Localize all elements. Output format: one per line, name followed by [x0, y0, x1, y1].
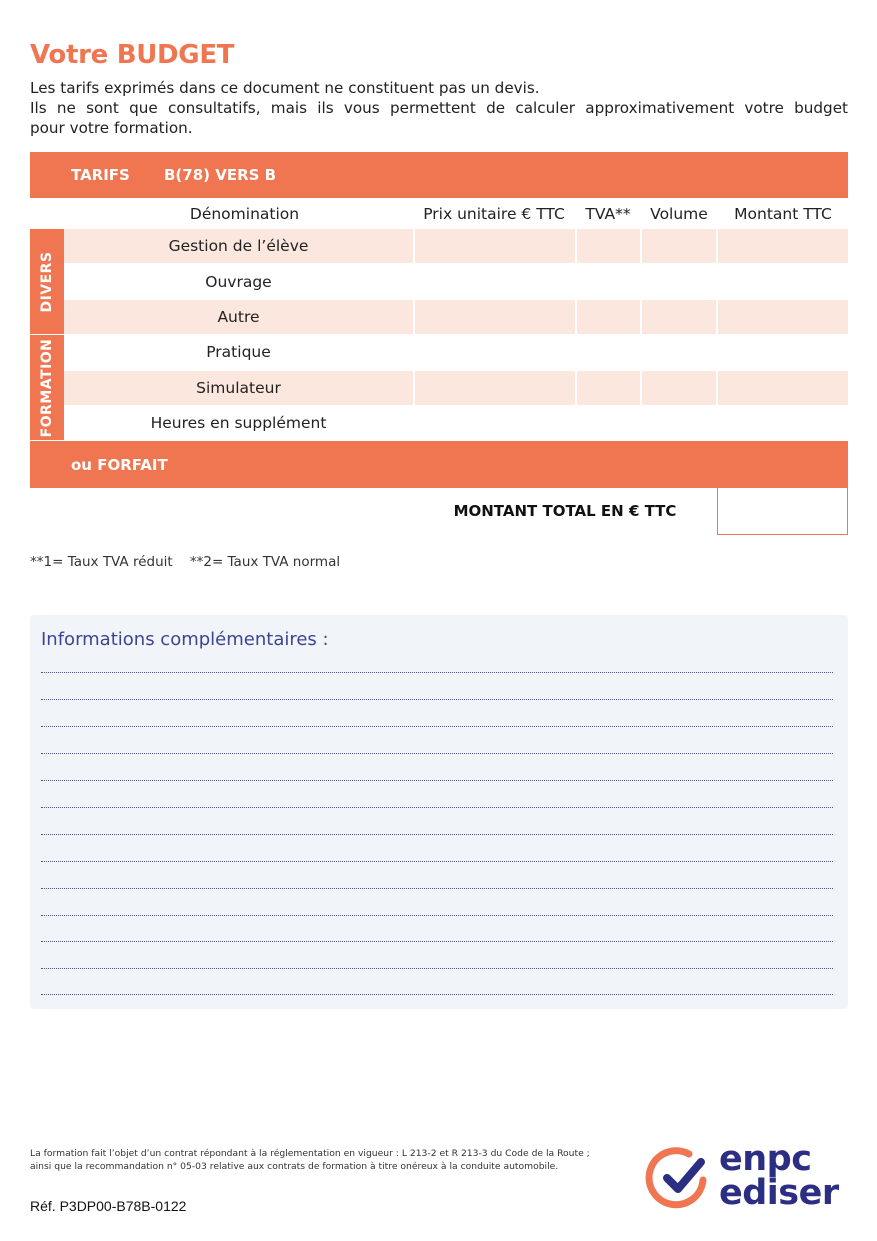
page-title: Votre BUDGET — [30, 40, 235, 70]
document-reference: Réf. P3DP00-B78B-0122 — [30, 1198, 187, 1214]
info-title: Informations complémentaires : — [41, 629, 329, 650]
legal-line-2: ainsi que la recommandation n° 05-03 relative aux contrats de formation à titre onéreux à la conduite automobile. — [30, 1161, 559, 1172]
row-label: Pratique — [206, 343, 271, 361]
vat-footnote: **1= Taux TVA réduit **2= Taux TVA normal — [30, 554, 341, 570]
total-label: MONTANT TOTAL EN € TTC — [453, 502, 677, 520]
intro-line-1: Les tarifs exprimés dans ce document ne constituent pas un devis. — [30, 79, 540, 97]
col-volume: Volume — [650, 205, 708, 223]
col-amount: Montant TTC — [734, 205, 832, 223]
writing-line — [41, 861, 833, 862]
legal-line-1: La formation fait l’objet d’un contrat répondant à la réglementation en vigueur : L 213-2 et R 213-3 du Code de la Route ; — [30, 1148, 590, 1159]
col-vat: TVA** — [585, 205, 631, 223]
writing-line — [41, 753, 833, 754]
writing-line — [41, 994, 833, 995]
group-divers-label: DIVERS — [39, 250, 55, 313]
writing-line — [41, 888, 833, 889]
row-label: Gestion de l’élève — [168, 237, 309, 255]
row-label: Autre — [217, 308, 260, 326]
table-row — [64, 406, 848, 440]
writing-line — [41, 968, 833, 969]
writing-line — [41, 672, 833, 673]
table-row — [64, 229, 848, 263]
legal-notice — [30, 1147, 590, 1173]
writing-line — [41, 726, 833, 727]
intro-text — [30, 78, 848, 138]
col-unit-price: Prix unitaire € TTC — [423, 205, 565, 223]
total-amount-field[interactable] — [717, 488, 848, 535]
writing-line — [41, 941, 833, 942]
group-divers — [30, 229, 64, 334]
tarifs-label: TARIFS — [71, 166, 130, 184]
row-label: Ouvrage — [205, 273, 272, 291]
writing-line — [41, 807, 833, 808]
group-formation-label: FORMATION — [39, 338, 55, 437]
info-box[interactable] — [30, 615, 848, 1009]
group-formation — [30, 335, 64, 440]
writing-line — [41, 699, 833, 700]
row-label: Simulateur — [196, 379, 281, 397]
forfait-band — [30, 441, 848, 488]
tarifs-band — [30, 152, 848, 198]
logo-line-2: ediser — [719, 1173, 839, 1213]
writing-line — [41, 780, 833, 781]
forfait-label: ou FORFAIT — [71, 456, 168, 474]
row-label: Heures en supplément — [150, 414, 327, 432]
check-circle-icon — [645, 1144, 715, 1214]
table-row — [64, 335, 848, 369]
permit-label: B(78) VERS B — [164, 166, 277, 184]
table-header — [30, 199, 848, 229]
table-row — [64, 371, 848, 405]
table-row — [64, 300, 848, 334]
writing-line — [41, 915, 833, 916]
table-row — [64, 265, 848, 299]
intro-line-3: pour votre formation. — [30, 119, 193, 137]
intro-line-2: Ils ne sont que consultatifs, mais ils vous permettent de calculer approximativement votre budget — [30, 99, 848, 117]
col-denomination: Dénomination — [189, 205, 300, 223]
logo-line-1: enpc — [719, 1139, 812, 1179]
enpc-ediser-logo — [645, 1140, 855, 1215]
writing-line — [41, 834, 833, 835]
